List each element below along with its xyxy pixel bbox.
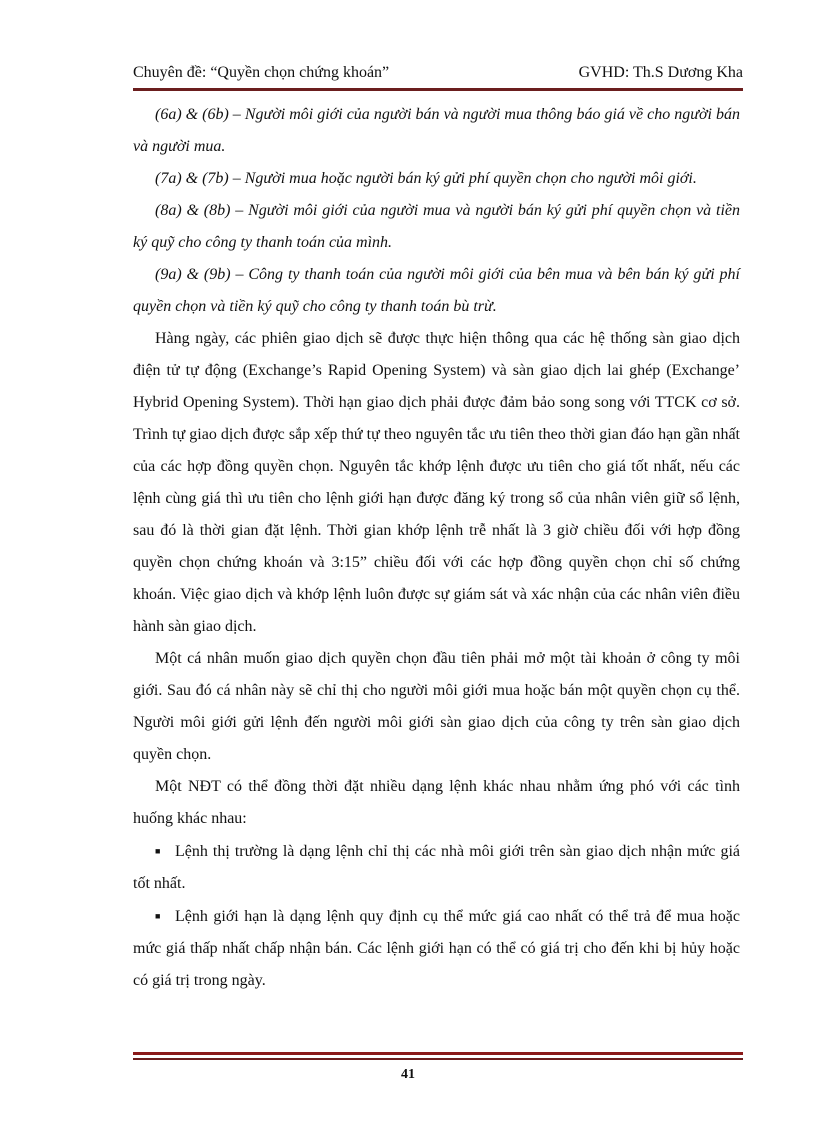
page-number: 41 xyxy=(401,1067,415,1082)
paragraph-6ab: (6a) & (6b) – Người môi giới của người bán và người mua thông báo giá về cho người bán và người mua. xyxy=(133,106,740,155)
body-text xyxy=(133,99,740,997)
header-topic: Chuyên đề: “Quyền chọn chứng khoán” xyxy=(133,64,390,81)
paragraph-7ab: (7a) & (7b) – Người mua hoặc người bán ký gửi phí quyền chọn cho người môi giới. xyxy=(155,170,697,187)
page-header xyxy=(133,60,743,86)
header-rule xyxy=(133,88,743,91)
footer-rule-secondary xyxy=(133,1058,743,1060)
paragraph-order-types-intro: Một NĐT có thể đồng thời đặt nhiều dạng lệnh khác nhau nhằm ứng phó với các tình huống khác nhau: xyxy=(133,778,740,827)
paragraph-8ab: (8a) & (8b) – Người môi giới của người mua và người bán ký gửi phí quyền chọn và tiền ký quỹ cho công ty thanh toán của mình. xyxy=(133,202,740,251)
square-bullet-icon: ■ xyxy=(155,846,161,856)
bullet-text: Lệnh thị trường là dạng lệnh chỉ thị các nhà môi giới trên sàn giao dịch nhận mức giá tốt nhất. xyxy=(133,843,740,892)
bullet-limit-order xyxy=(133,900,740,997)
square-bullet-icon: ■ xyxy=(155,911,161,921)
paragraph-9ab: (9a) & (9b) – Công ty thanh toán của người môi giới của bên mua và bên bán ký gửi phí quyền chọn và tiền ký quỹ cho công ty thanh toán bù trừ. xyxy=(133,266,740,315)
paragraph-trading-sessions: Hàng ngày, các phiên giao dịch sẽ được thực hiện thông qua các hệ thống sàn giao dịch điện tử tự động (Exchange’s Rapid Opening System) và sàn giao dịch lai ghép (Exchange’ Hybrid Opening System). Thời hạn giao dịch phải được đảm bảo song song với TTCK cơ sở. Trình tự giao dịch được sắp xếp thứ tự theo nguyên tắc ưu tiên theo thời gian đáo hạn gần nhất của các hợp đồng quyền chọn. Nguyên tắc khớp lệnh được ưu tiên cho giá tốt nhất, nếu các lệnh cùng giá thì ưu tiên cho lệnh giới hạn được đăng ký trong sổ của nhân viên giữ sổ lệnh, sau đó là thời gian đặt lệnh. Thời gian khớp lệnh trễ nhất là 3 giờ chiều đối với hợp đồng quyền chọn chứng khoán và 3:15” chiều đối với các hợp đồng quyền chọn chỉ số chứng khoán. Việc giao dịch và khớp lệnh luôn được sự giám sát và xác nhận của các nhân viên điều hành sàn giao dịch. xyxy=(133,330,740,635)
footer-rule xyxy=(133,1052,743,1055)
header-instructor: GVHD: Th.S Dương Kha xyxy=(578,64,743,81)
bullet-market-order xyxy=(133,835,740,900)
paragraph-open-account: Một cá nhân muốn giao dịch quyền chọn đầu tiên phải mở một tài khoản ở công ty môi giới. Sau đó cá nhân này sẽ chỉ thị cho người môi giới mua hoặc bán một quyền chọn cụ thể. Người môi giới gửi lệnh đến người môi giới sàn giao dịch của công ty trên sàn giao dịch quyền chọn. xyxy=(133,650,740,763)
bullet-text: Lệnh giới hạn là dạng lệnh quy định cụ thể mức giá cao nhất có thể trả để mua hoặc mức giá thấp nhất chấp nhận bán. Các lệnh giới hạn có thể có giá trị cho đến khi bị hủy hoặc có giá trị trong ngày. xyxy=(133,908,740,989)
